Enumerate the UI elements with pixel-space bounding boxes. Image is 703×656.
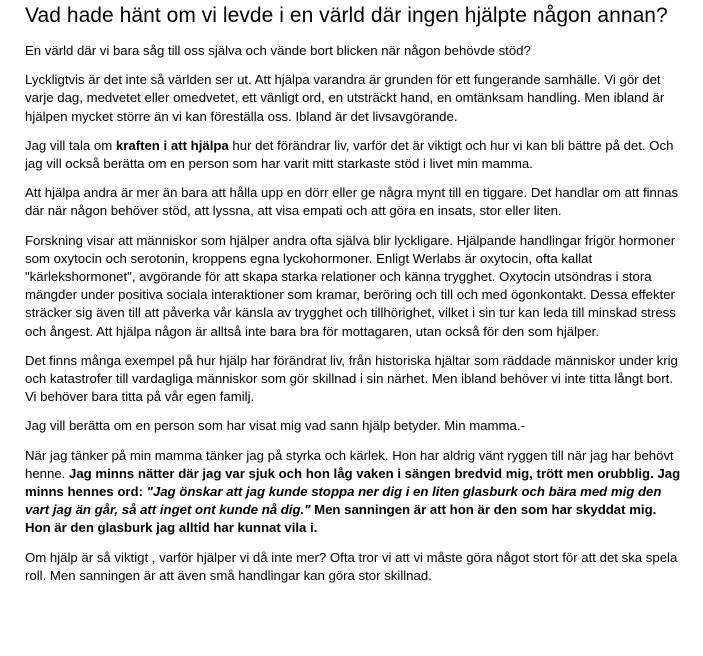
paragraph-text: När jag tänker på min mamma tänker jag på styrka och kärlek. Hon har aldrig vänt ryggen till när jag har behövt henne. <box>25 447 674 481</box>
paragraph-research: Forskning visar att människor som hjälper andra ofta själva blir lyckligare. Hjälpande handlingar frigör hormoner som oxytocin och serotonin, kroppens egna lyckohormoner. Enligt Werlabs är oxytocin, ofta kallat "kärlekshormonet", avgörande för att skapa starka relationer och känna trygghet. Oxytocin utsöndras i stora mängder under positiva sociala interaktioner som kramar, beröring och till och med ögonkontakt. Dessa effekter sträcker sig även till att påverka vår känsla av trygghet och tillhörighet, vilket i sin tur kan leda till minskad stress och ångest. Att hjälpa någon är alltså inte bara bra för mottagaren, utan också för den som hjälper. <box>25 232 676 339</box>
paragraph-why-not-more: Om hjälp är så viktigt , varför hjälper vi då inte mer? Ofta tror vi att vi måste göra något stort för att det ska spela roll. Men sanningen är att även små handlingar kan göra stor skillnad. <box>25 549 678 583</box>
bold-memory: Jag minns nätter där jag var sjuk och hon låg vaken i sängen bredvid mig, trött men orubblig. Jag minns hennes ord: <box>25 465 681 500</box>
paragraph-mother-memories <box>25 447 681 538</box>
paragraph-intro: En värld där vi bara såg till oss själva och vände bort blicken när någon behövde stöd? <box>25 43 531 58</box>
paragraph-more-than-doors: Att hjälpa andra är mer än bara att hålla upp en dörr eller ge några mynt till en tiggare. Det handlar om att finnas där när någon behöver stöd, att lyssna, att visa empati och att göra en insats, stor eller liten. <box>25 185 679 219</box>
paragraph-power-of-helping <box>25 137 681 173</box>
bold-italic-quote: "Jag önskar att jag kunde stoppa ner dig i en liten glasburk och bära med mig den vart jag än går, så att inget ont kunde nå dig." <box>25 484 662 518</box>
bold-conclusion: Men sanningen är att hon är den som har skyddat mig. Hon är den glasburk jag alltid har kunnat vila i. <box>25 502 657 536</box>
paragraph-about-mother: Jag vill berätta om en person som har visat mig vad sann hjälp betyder. Min mamma.- <box>25 418 525 434</box>
bold-phrase: kraften i att hjälpa <box>115 137 229 153</box>
paragraph-text: Jag vill tala om <box>25 137 116 153</box>
paragraph-examples: Det finns många exempel på hur hjälp har förändrat liv, från historiska hjältar som räddade människor under krig och katastrofer till vardagliga människor som gör skillnad i sin närhet. Men ibland behöver vi inte titta långt bort. Vi behöver bara titta på vår egen familj. <box>25 352 678 405</box>
paragraph-fortunately: Lyckligtvis är det inte så världen ser ut. Att hjälpa varandra är grunden för ett fungerande samhälle. Vi gör det varje dag, medvetet eller omedvetet, ett vänligt ord, en utsträckt hand, en omtänksam handling. Men ibland är hjälpen mycket större än vi kan föreställa oss. Ibland är det livsavgörande. <box>25 72 665 124</box>
page-title: Vad hade hänt om vi levde i en värld där ingen hjälpte någon annan? <box>25 4 668 27</box>
paragraph-text: hur det förändrar liv, varför det är viktigt och hur vi kan bli bättre på det. Och jag vill också berätta om en person som har varit mitt starkaste stöd i livet min mamma. <box>25 137 674 172</box>
